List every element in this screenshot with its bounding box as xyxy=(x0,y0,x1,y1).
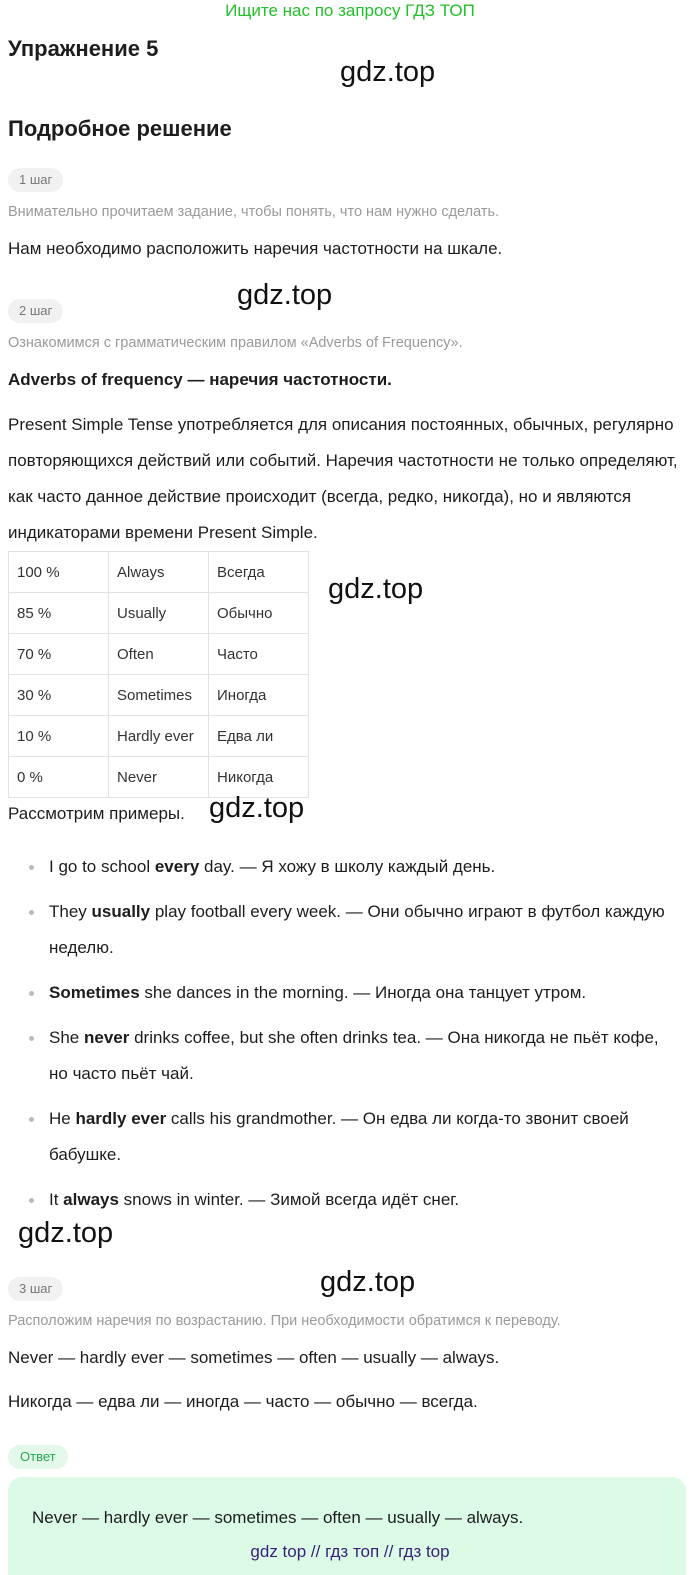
example-bold: every xyxy=(154,857,200,876)
cell-translation: Часто xyxy=(209,634,309,675)
example-after: snows in winter. — Зимой всегда идёт снег. xyxy=(118,1190,460,1209)
rule-paragraph: Present Simple Tense употребляется для описания постоянных, обычных, регулярно повторяющихся действий или событий. Наречия частотности не только определяют, как часто данное действие происходит (всегда, редко, никогда), но и являются индикаторами времени Present Simple. xyxy=(8,415,678,542)
example-after: play football every week. — Они обычно играют в футбол каждую неделю. xyxy=(49,902,665,957)
cell-percent: 10 % xyxy=(9,716,109,757)
cell-percent: 100 % xyxy=(9,552,109,593)
example-after: calls his grandmother. — Он едва ли когда-то звонит своей бабушке. xyxy=(49,1109,629,1164)
cell-translation: Едва ли xyxy=(209,716,309,757)
watermark: gdz.top xyxy=(209,792,305,824)
bullet-icon xyxy=(29,865,34,870)
solution-heading: Подробное решение xyxy=(8,116,232,141)
cell-translation: Всегда xyxy=(209,552,309,593)
example-bold: always xyxy=(63,1190,119,1209)
bullet-icon xyxy=(29,910,34,915)
cell-percent: 70 % xyxy=(9,634,109,675)
answer-text: Never — hardly ever — sometimes — often — usually — always. xyxy=(32,1508,524,1527)
example-bold: never xyxy=(83,1028,130,1047)
step-3-line-en: Never — hardly ever — sometimes — often — usually — always. xyxy=(8,1348,500,1367)
rule-heading: Adverbs of frequency — наречия частотности. xyxy=(8,370,392,389)
table-row xyxy=(9,552,309,593)
watermark: gdz.top xyxy=(340,56,436,88)
examples-intro: Рассмотрим примеры. xyxy=(8,804,185,823)
exercise-title: Упражнение 5 xyxy=(8,36,159,61)
example-bold: Sometimes xyxy=(49,983,140,1002)
example-before: They xyxy=(49,902,92,921)
cell-adverb: Often xyxy=(109,634,209,675)
step-2-hint: Ознакомимся с грамматическим правилом «Adverbs of Frequency». xyxy=(8,335,463,351)
cell-adverb: Sometimes xyxy=(109,675,209,716)
step-3-hint: Расположим наречия по возрастанию. При необходимости обратимся к переводу. xyxy=(8,1313,561,1329)
cell-adverb: Hardly ever xyxy=(109,716,209,757)
cell-percent: 30 % xyxy=(9,675,109,716)
list-item xyxy=(8,1020,678,1092)
example-before: She xyxy=(49,1028,84,1047)
bullet-icon xyxy=(29,1117,34,1122)
list-item xyxy=(8,1101,678,1173)
list-item xyxy=(8,849,678,885)
example-before: He xyxy=(49,1109,76,1128)
example-bold: hardly ever xyxy=(75,1109,167,1128)
cell-translation: Никогда xyxy=(209,757,309,798)
cell-percent: 85 % xyxy=(9,593,109,634)
watermark: gdz.top xyxy=(328,573,424,605)
watermark: gdz.top xyxy=(320,1266,416,1298)
list-item xyxy=(8,1182,678,1218)
cell-adverb: Never xyxy=(109,757,209,798)
cell-translation: Иногда xyxy=(209,675,309,716)
bullet-icon xyxy=(29,991,34,996)
table-row xyxy=(9,716,309,757)
answer-badge: Ответ xyxy=(8,1445,68,1469)
step-1-hint: Внимательно прочитаем задание, чтобы понять, что нам нужно сделать. xyxy=(8,204,500,220)
list-item xyxy=(8,894,678,966)
step-3-line-ru: Никогда — едва ли — иногда — часто — обычно — всегда. xyxy=(8,1392,478,1411)
watermark: gdz.top xyxy=(237,279,333,311)
frequency-table xyxy=(8,551,309,798)
search-banner[interactable]: Ищите нас по запросу ГДЗ ТОП xyxy=(225,1,475,20)
cell-translation: Обычно xyxy=(209,593,309,634)
table-row xyxy=(9,675,309,716)
step-2-badge: 2 шаг xyxy=(8,299,63,323)
step-1-badge: 1 шаг xyxy=(8,168,63,192)
list-item xyxy=(8,975,678,1011)
cell-adverb: Always xyxy=(109,552,209,593)
step-3-badge: 3 шаг xyxy=(8,1277,63,1301)
step-1-text: Нам необходимо расположить наречия частотности на шкале. xyxy=(8,239,503,258)
examples-list xyxy=(8,849,678,1227)
cell-adverb: Usually xyxy=(109,593,209,634)
watermark: gdz.top xyxy=(18,1217,114,1249)
bullet-icon xyxy=(29,1036,34,1041)
example-before: I go to school xyxy=(49,857,155,876)
example-after: drinks coffee, but she often drinks tea. — Она никогда не пьёт кофе, но часто пьёт чай. xyxy=(49,1028,659,1083)
table-row xyxy=(9,593,309,634)
bullet-icon xyxy=(29,1198,34,1203)
example-before: It xyxy=(49,1190,64,1209)
footer-links[interactable]: gdz top // гдз топ // гдз top xyxy=(250,1542,450,1561)
table-row xyxy=(9,634,309,675)
cell-percent: 0 % xyxy=(9,757,109,798)
example-bold: usually xyxy=(91,902,151,921)
example-after: day. — Я хожу в школу каждый день. xyxy=(199,857,496,876)
example-after: she dances in the morning. — Иногда она танцует утром. xyxy=(139,983,587,1002)
